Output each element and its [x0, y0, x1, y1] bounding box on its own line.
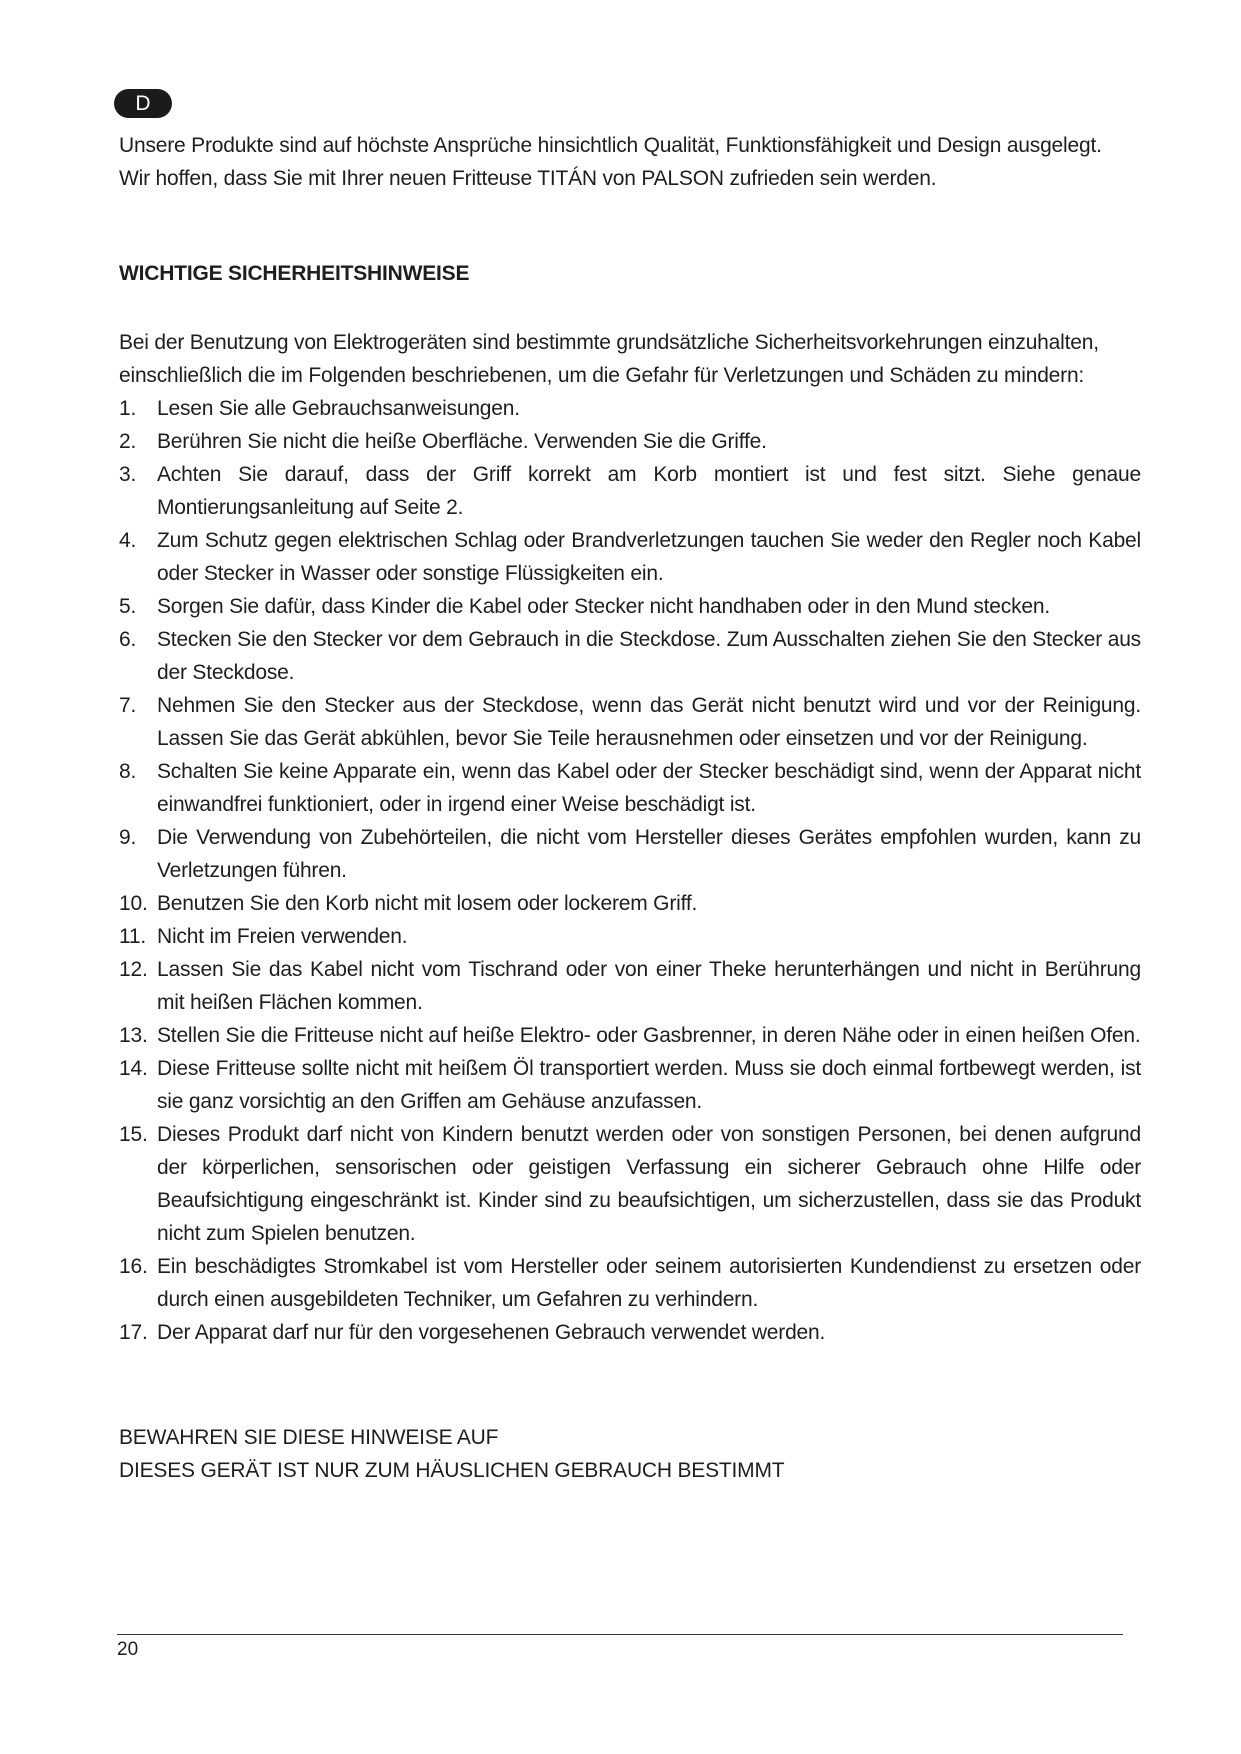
rule-number: 5. [119, 595, 137, 618]
rule-text: Nehmen Sie den Stecker aus der Steckdose, wenn das Gerät nicht benutzt wird und vor der Reinigung. Lassen Sie das Gerät abkühlen, bevor Sie Teile herausnehmen oder einsetzen und vor der Reinigung. [157, 694, 1141, 750]
rule-item [119, 1118, 1141, 1250]
safety-instructions [119, 326, 1141, 1349]
rule-number: 12. [119, 958, 148, 981]
rule-number: 17. [119, 1321, 148, 1344]
rule-text: Berühren Sie nicht die heiße Oberfläche. Verwenden Sie die Griffe. [157, 430, 767, 453]
rule-item [119, 887, 1141, 920]
rule-text: Diese Fritteuse sollte nicht mit heißem Öl transportiert werden. Muss sie doch einmal fortbewegt werden, ist sie ganz vorsichtig an den Griffen am Gehäuse anzufassen. [157, 1057, 1141, 1113]
rule-number: 7. [119, 694, 137, 717]
rule-text: Der Apparat darf nur für den vorgesehenen Gebrauch verwendet werden. [157, 1321, 826, 1344]
rule-item [119, 1019, 1141, 1052]
lead-paragraph: Bei der Benutzung von Elektrogeräten sind bestimmte grundsätzliche Sicherheitsvorkehrungen einzuhalten, einschließlich die im Folgenden beschriebenen, um die Gefahr für Verletzungen und Schäden zu mindern: [119, 331, 1099, 387]
rule-text: Dieses Produkt darf nicht von Kindern benutzt werden oder von sonstigen Personen, bei denen aufgrund der körperlichen, sensorischen oder geistigen Verfassung ein sicherer Gebrauch ohne Hilfe oder Beaufsichtigung eingeschränkt ist. Kinder sind zu beaufsichtigen, um sicherzustellen, dass sie das Produkt nicht zum Spielen benutzen. [157, 1123, 1141, 1245]
rule-item [119, 920, 1141, 953]
rule-item [119, 953, 1141, 1019]
closing-notes [119, 1421, 784, 1487]
rule-text: Schalten Sie keine Apparate ein, wenn das Kabel oder der Stecker beschädigt sind, wenn der Apparat nicht einwandfrei funktioniert, oder in irgend einer Weise beschädigt ist. [157, 760, 1141, 816]
rule-number: 15. [119, 1123, 148, 1146]
rule-text: Lassen Sie das Kabel nicht vom Tischrand oder von einer Theke herunterhängen und nicht in Berührung mit heißen Flächen kommen. [157, 958, 1141, 1014]
rule-text: Achten Sie darauf, dass der Griff korrekt am Korb montiert ist und fest sitzt. Siehe genaue Montierungsanleitung auf Seite 2. [157, 463, 1141, 519]
rule-number: 6. [119, 628, 137, 651]
rule-item [119, 821, 1141, 887]
rule-text: Zum Schutz gegen elektrischen Schlag oder Brandverletzungen tauchen Sie weder den Regler noch Kabel oder Stecker in Wasser oder sonstige Flüssigkeiten ein. [157, 529, 1141, 585]
rule-text: Die Verwendung von Zubehörteilen, die nicht vom Hersteller dieses Gerätes empfohlen wurden, kann zu Verletzungen führen. [157, 826, 1141, 882]
rule-text: Lesen Sie alle Gebrauchsanweisungen. [157, 397, 520, 420]
rule-item [119, 1052, 1141, 1118]
page-number: 20 [117, 1639, 139, 1660]
rule-item [119, 458, 1141, 524]
rule-number: 9. [119, 826, 137, 849]
rule-item [119, 689, 1141, 755]
rule-item [119, 1250, 1141, 1316]
rule-item [119, 1316, 1141, 1349]
rule-item [119, 524, 1141, 590]
closing-line: BEWAHREN SIE DIESE HINWEISE AUF [119, 1426, 499, 1449]
rule-item [119, 425, 1141, 458]
rule-number: 11. [119, 925, 147, 948]
rule-number: 1. [119, 397, 137, 420]
rule-item [119, 392, 1141, 425]
rule-number: 10. [119, 892, 148, 915]
rule-number: 16. [119, 1255, 148, 1278]
rule-text: Nicht im Freien verwenden. [157, 925, 408, 948]
rule-text: Stecken Sie den Stecker vor dem Gebrauch in die Steckdose. Zum Ausschalten ziehen Sie den Stecker aus der Steckdose. [157, 628, 1141, 684]
closing-line: DIESES GERÄT IST NUR ZUM HÄUSLICHEN GEBRAUCH BESTIMMT [119, 1459, 785, 1482]
rule-item [119, 623, 1141, 689]
rule-number: 3. [119, 463, 137, 486]
rule-number: 13. [119, 1024, 148, 1047]
rule-number: 14. [119, 1057, 148, 1080]
rule-text: Ein beschädigtes Stromkabel ist vom Hersteller oder seinem autorisierten Kundendienst zu ersetzen oder durch einen ausgebildeten Techniker, um Gefahren zu verhindern. [157, 1255, 1141, 1311]
rules-list [119, 392, 1141, 1349]
intro-text [119, 129, 1139, 195]
rule-text: Benutzen Sie den Korb nicht mit losem oder lockerem Griff. [157, 892, 698, 915]
intro-line: Unsere Produkte sind auf höchste Ansprüche hinsichtlich Qualität, Funktionsfähigkeit und Design ausgelegt. [119, 134, 1102, 157]
footer-divider [117, 1634, 1123, 1635]
rule-number: 4. [119, 529, 137, 552]
language-badge: D [114, 89, 172, 118]
rule-item [119, 755, 1141, 821]
rule-text: Sorgen Sie dafür, dass Kinder die Kabel oder Stecker nicht handhaben oder in den Mund stecken. [157, 595, 1050, 618]
rule-number: 2. [119, 430, 137, 453]
section-heading: WICHTIGE SICHERHEITSHINWEISE [119, 262, 470, 285]
rule-item [119, 590, 1141, 623]
rule-text: Stellen Sie die Fritteuse nicht auf heiße Elektro- oder Gasbrenner, in deren Nähe oder in einen heißen Ofen. [157, 1024, 1141, 1047]
rule-number: 8. [119, 760, 137, 783]
intro-line: Wir hoffen, dass Sie mit Ihrer neuen Fritteuse TITÁN von PALSON zufrieden sein werden. [119, 167, 937, 190]
